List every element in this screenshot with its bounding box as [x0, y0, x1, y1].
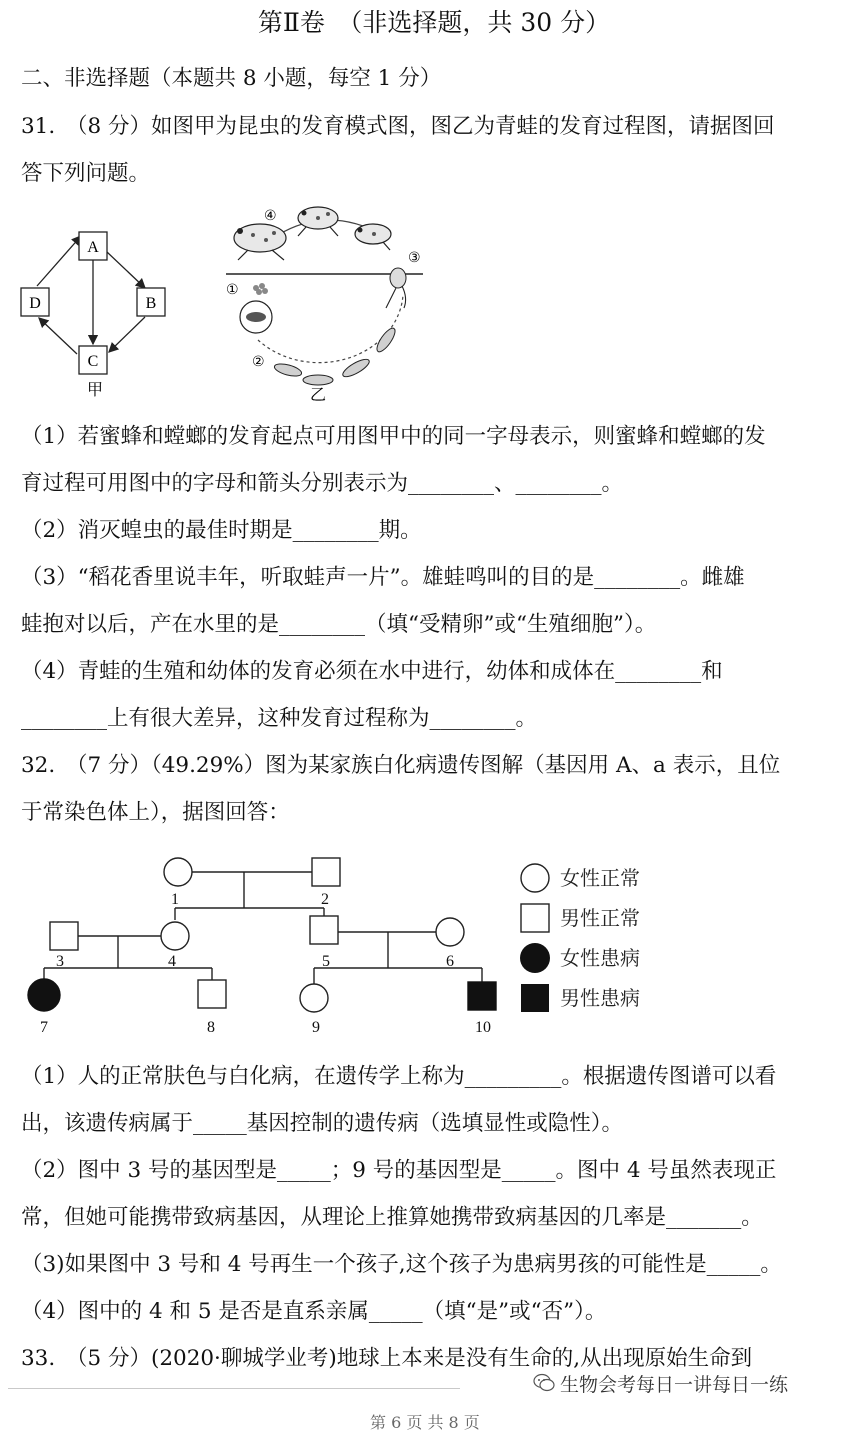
- pedigree-number-7: 7: [40, 1019, 48, 1036]
- page-title: 第Ⅱ卷 （非选择题，共 30 分）: [257, 8, 611, 37]
- egg-mass: [253, 283, 268, 295]
- legend-symbol-male-normal: [521, 904, 549, 932]
- node-a-label: A: [87, 239, 99, 256]
- q31-part2: （2）消灭蝗虫的最佳时期是________期。: [21, 518, 422, 543]
- pedigree-legend-symbols: [515, 860, 555, 1020]
- watermark-text: 生物会考每日一讲每日一练: [560, 1374, 789, 1396]
- q32-stem-line2: 于常染色体上），据图回答：: [21, 800, 290, 825]
- legend-label-male-affected: 男性患病: [560, 986, 640, 1010]
- stage-label-4: ④: [264, 208, 277, 224]
- person-3-male-normal: [50, 922, 78, 950]
- stage-label-3: ③: [408, 250, 421, 266]
- figure-jia-insect-cycle: [15, 222, 185, 402]
- pedigree-number-4: 4: [168, 953, 176, 970]
- figure-yi-frog-cycle: [218, 200, 433, 405]
- pedigree-number-6: 6: [446, 953, 454, 970]
- page-number: 第 6 页 共 8 页: [370, 1413, 480, 1432]
- node-d-label: D: [29, 295, 41, 312]
- cycle-path-lower: [258, 295, 403, 363]
- section-heading: 二、非选择题（本题共 8 小题，每空 1 分）: [21, 66, 442, 91]
- figure-yi-caption: 乙: [309, 385, 327, 404]
- stage-label-1: ①: [226, 282, 239, 298]
- legend-symbol-male-affected: [521, 984, 549, 1012]
- person-1-female-normal: [164, 858, 192, 886]
- arrow-a-b: [107, 252, 145, 288]
- q32-part1-line2: 出，该遗传病属于_____基因控制的遗传病（选填显性或隐性）。: [21, 1111, 624, 1136]
- tadpole-stages: [273, 326, 398, 385]
- q32-part2-line1: （2）图中 3 号的基因型是_____；9 号的基因型是_____。图中 4 号虽然表现正: [21, 1158, 777, 1183]
- pedigree-number-5: 5: [322, 953, 330, 970]
- person-10-male-affected: [468, 982, 496, 1010]
- q32-stem-line1: 32. （7 分）（49.29%）图为某家族白化病遗传图解（基因用 A、a 表示，且位: [21, 753, 781, 778]
- legend-symbol-female-normal: [521, 864, 549, 892]
- person-7-female-affected: [28, 979, 60, 1011]
- person-2-male-normal: [312, 858, 340, 886]
- arrow-b-c: [109, 317, 145, 352]
- magnified-embryo: [240, 301, 272, 333]
- figure-jia-caption: 甲: [86, 380, 104, 399]
- arrow-d-a: [37, 236, 81, 286]
- q33-stem-line1: 33. （5 分）(2020·聊城学业考)地球上本来是没有生命的,从出现原始生命到: [21, 1346, 753, 1371]
- q32-part1-line1: （1）人的正常肤色与白化病，在遗传学上称为_________。根据遗传图谱可以看: [21, 1064, 777, 1089]
- q31-stem-line2: 答下列问题。: [21, 161, 151, 186]
- legend-label-female-affected: 女性患病: [560, 946, 640, 970]
- person-4-female-normal: [161, 922, 189, 950]
- adult-frog-top: [298, 207, 338, 236]
- pedigree-number-2: 2: [321, 891, 329, 908]
- person-8-male-normal: [198, 980, 226, 1008]
- footer-divider: [8, 1388, 460, 1389]
- q31-part4-line1: （4）青蛙的生殖和幼体的发育必须在水中进行，幼体和成体在________和: [21, 659, 723, 684]
- stage-label-2: ②: [252, 354, 265, 370]
- legend-label-female-normal: 女性正常: [560, 866, 640, 890]
- q31-stem-line1: 31. （8 分）如图甲为昆虫的发育模式图，图乙为青蛙的发育过程图，请据图回: [21, 114, 775, 139]
- pedigree-number-9: 9: [312, 1019, 320, 1036]
- adult-frog-right: [355, 224, 391, 250]
- wechat-icon: [533, 1373, 555, 1393]
- q32-part3: （3)如果图中 3 号和 4 号再生一个孩子,这个孩子为患病男孩的可能性是_____。: [21, 1252, 782, 1277]
- pedigree-number-10: 10: [475, 1019, 491, 1036]
- adult-frog-left: [234, 224, 286, 260]
- q31-part3-line2: 蛙抱对以后，产在水里的是________（填“受精卵”或“生殖细胞”）。: [21, 612, 657, 637]
- person-6-female-normal: [436, 918, 464, 946]
- pedigree-number-3: 3: [56, 953, 64, 970]
- legend-symbol-female-affected: [520, 943, 550, 973]
- q31-part3-line1: （3）“稻花香里说丰年，听取蛙声一片”。雄蛙鸣叫的目的是________。雌雄: [21, 565, 745, 590]
- arrow-c-d: [39, 318, 77, 354]
- q31-part1-line2: 育过程可用图中的字母和箭头分别表示为________、________。: [21, 471, 624, 496]
- q31-part4-line2: ________上有很大差异，这种发育过程称为________。: [21, 706, 538, 731]
- legend-label-male-normal: 男性正常: [560, 906, 640, 930]
- pedigree-number-8: 8: [207, 1019, 215, 1036]
- q31-part1-line1: （1）若蜜蜂和螳螂的发育起点可用图甲中的同一字母表示，则蜜蜂和螳螂的发: [21, 424, 766, 449]
- q32-part2-line2: 常，但她可能携带致病基因，从理论上推算她携带致病基因的几率是_______。: [21, 1205, 763, 1230]
- person-9-female-normal: [300, 984, 328, 1012]
- person-5-male-normal: [310, 916, 338, 944]
- node-c-label: C: [87, 353, 99, 370]
- pedigree-chart: [20, 850, 510, 1040]
- q32-part4: （4）图中的 4 和 5 是否是直系亲属_____（填“是”或“否”）。: [21, 1299, 607, 1324]
- node-b-label: B: [145, 295, 157, 312]
- pedigree-number-1: 1: [171, 891, 179, 908]
